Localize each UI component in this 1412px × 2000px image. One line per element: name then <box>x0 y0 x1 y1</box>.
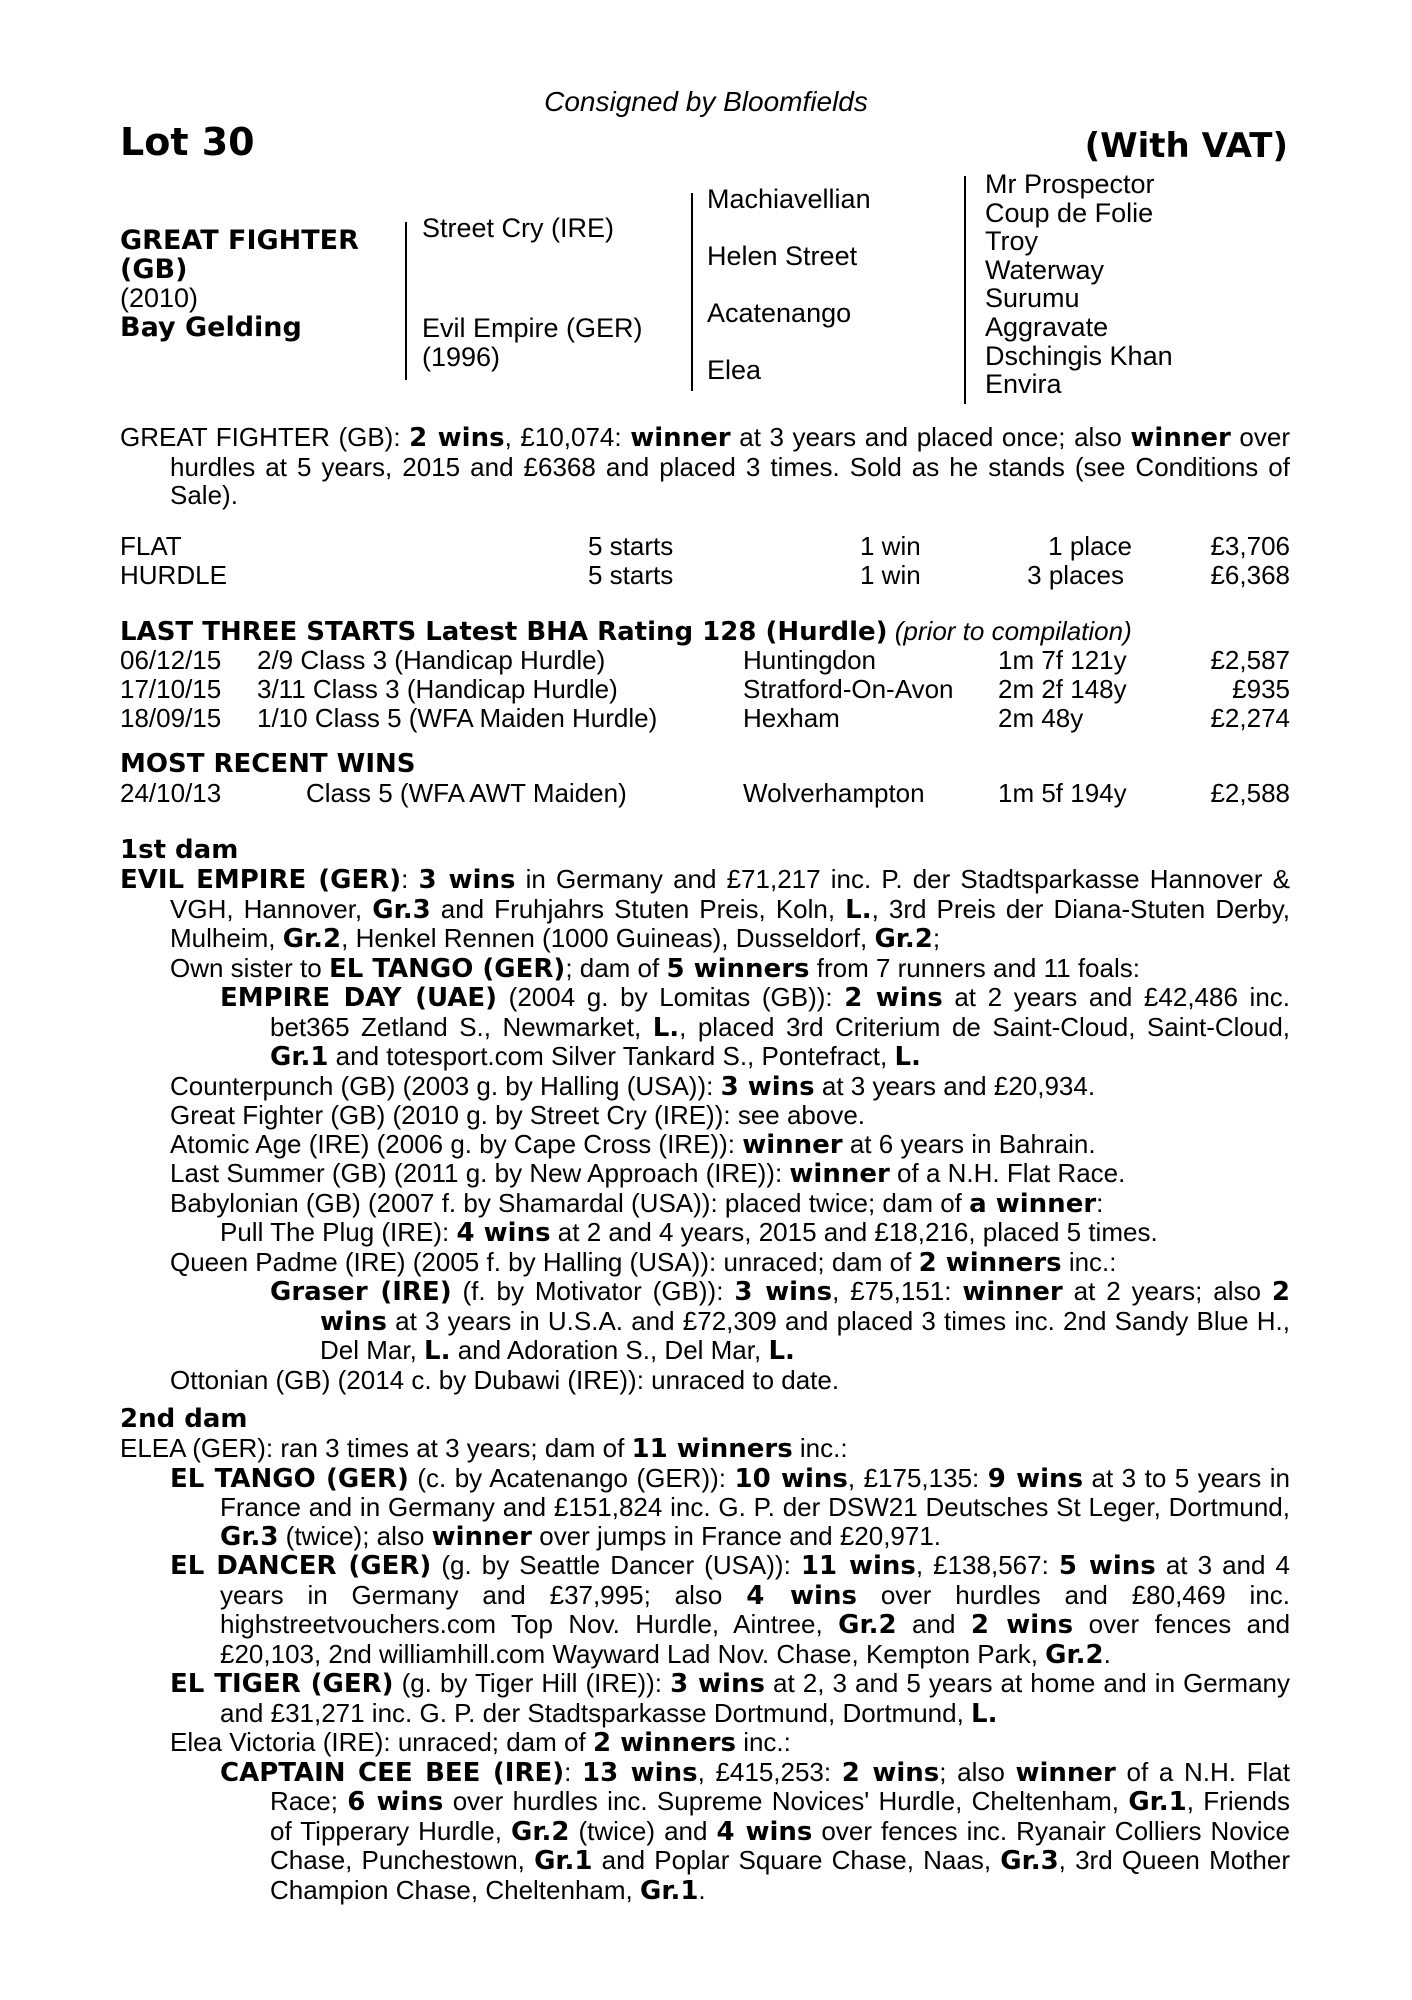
grand-offspring-entry: Graser (IRE) (f. by Motivator (GB)): 3 wins, £75,151: winner at 2 years; also 2 wins at 3 years in U.S.A. and £72,309 and placed 3 times inc. 2nd Sandy Blue H., Del Mar, L. and Adoration S., Del Mar, L. <box>270 1276 1290 1366</box>
grand-offspring-entry: CAPTAIN CEE BEE (IRE): 13 wins, £415,253: 2 wins; also winner of a N.H. Flat Race; 6 wins over hurdles inc. Supreme Novices' Hurdle, Cheltenham, Gr.1, Friends of Tipperary Hurdle, Gr.2 (twice) and 4 wins over fences inc. Ryanair Colliers Novice Chase, Punchestown, Gr.1 and Poplar Square Chase, Naas, Gr.3, 3rd Queen Mother Champion Chase, Cheltenham, Gr.1. <box>220 1756 1290 1906</box>
pedigree-dam-year: (1996) <box>422 342 501 372</box>
first-dam-section <box>120 865 1290 1394</box>
offspring-entry: Last Summer (GB) (2011 g. by New Approach (IRE)): winner of a N.H. Flat Race. <box>170 1158 1126 1189</box>
pedigree-sire: Street Cry (IRE) <box>422 213 615 243</box>
offspring-entry: EL DANCER (GER) (g. by Seattle Dancer (USA)): 11 wins, £138,567: 5 wins at 3 and 4 years in Germany and £37,995; also 4 wins over hurdles and £80,469 inc. highstreetvouchers.com Top Nov. Hurdle, Aintree, Gr.2 and 2 wins over fences and £20,103, 2nd williamhill.com Wayward Lad Nov. Chase, Kempton Park, Gr.2. <box>170 1550 1291 1670</box>
first-dam-heading: 1st dam <box>120 835 239 865</box>
lot-number: Lot 30 <box>120 120 255 164</box>
start-row: 17/10/15 3/11 Class 3 (Handicap Hurdle) Stratford-On-Avon 2m 2f 148y £935 <box>120 674 1290 704</box>
offspring-entry: Babylonian (GB) (2007 f. by Shamardal (USA)): placed twice; dam of a winner: <box>170 1187 1104 1219</box>
stats-row-hurdle: HURDLE 5 starts 1 win 3 places £6,368 <box>120 560 1290 590</box>
offspring-entry: Queen Padme (IRE) (2005 f. by Halling (USA)): unraced; dam of 2 winners inc.: <box>170 1246 1117 1278</box>
pedigree-gen2: Acatenango <box>707 298 852 328</box>
offspring-entry: EL TANGO (GER) (c. by Acatenango (GER)): 10 wins, £175,135: 9 wins at 3 to 5 years in France and in Germany and £151,824 inc. G. P. der DSW21 Deutsches St Leger, Dortmund, Gr.3 (twice); also winner over jumps in France and £20,971. <box>170 1462 1290 1552</box>
horse-sex: Bay Gelding <box>120 312 302 343</box>
second-dam-heading: 2nd dam <box>120 1404 248 1434</box>
dam-record: EVIL EMPIRE (GER): 3 wins in Germany and £71,217 inc. P. der Stadtsparkasse Hannover & VGH, Hannover, Gr.3 and Fruhjahrs Stuten Preis, Koln, L., 3rd Preis der Diana-Stuten Derby, Mulheim, Gr.2, Henkel Rennen (1000 Guineas), Dusseldorf, Gr.2; <box>120 864 1290 954</box>
dam-record: ELEA (GER): ran 3 times at 3 years; dam of 11 winners inc.: <box>120 1433 848 1464</box>
grand-offspring-entry: Pull The Plug (IRE): 4 wins at 2 and 4 years, 2015 and £18,216, placed 5 times. <box>220 1217 1158 1248</box>
second-dam-section <box>120 1434 1290 1905</box>
pedigree-line-3 <box>964 176 966 404</box>
pedigree-gen2: Elea <box>707 355 762 385</box>
pedigree-line-2 <box>691 193 693 391</box>
pedigree-gen3: Mr Prospector Coup de Folie Troy Waterway Surumu Aggravate Dschingis Khan Envira <box>985 169 1173 400</box>
horse-identity <box>120 226 359 342</box>
horse-country: (GB) <box>120 254 188 285</box>
offspring-entry: Counterpunch (GB) (2003 g. by Halling (USA)): 3 wins at 3 years and £20,934. <box>170 1070 1096 1102</box>
pedigree-gen2: Machiavellian <box>707 184 871 214</box>
recent-win-row: 24/10/13 Class 5 (WFA AWT Maiden) Wolverhampton 1m 5f 194y £2,588 <box>120 778 1290 808</box>
offspring-entry: Elea Victoria (IRE): unraced; dam of 2 winners inc.: <box>170 1727 791 1758</box>
horse-year: (2010) <box>120 283 199 313</box>
offspring-entry: Ottonian (GB) (2014 c. by Dubawi (IRE)): unraced to date. <box>170 1364 840 1395</box>
offspring-entry: EMPIRE DAY (UAE) (2004 g. by Lomitas (GB)): 2 wins at 2 years and £42,486 inc. bet365 Zetland S., Newmarket, L., placed 3rd Criterium de Saint-Cloud, Saint-Cloud, Gr.1 and totesport.com Silver Tankard S., Pontefract, L. <box>220 982 1291 1072</box>
recent-wins-heading: MOST RECENT WINS <box>120 749 416 779</box>
start-row: 18/09/15 1/10 Class 5 (WFA Maiden Hurdle) Hexham 2m 48y £2,274 <box>120 703 1290 733</box>
offspring-entry: EL TIGER (GER) (g. by Tiger Hill (IRE)): 3 wins at 2, 3 and 5 years at home and in Germany and £31,271 inc. G. P. der Stadtsparkasse Dortmund, Dortmund, L. <box>170 1668 1290 1729</box>
horse-name: GREAT FIGHTER <box>120 225 359 256</box>
last-three-heading: LAST THREE STARTS Latest BHA Rating 128 (Hurdle) (prior to compilation) <box>120 616 1132 647</box>
offspring-entry: Atomic Age (IRE) (2006 g. by Cape Cross (IRE)): winner at 6 years in Bahrain. <box>170 1128 1096 1160</box>
pedigree-dam: Evil Empire (GER) <box>422 313 643 343</box>
pedigree-line-1 <box>405 222 407 380</box>
race-summary: GREAT FIGHTER (GB): 2 wins, £10,074: winner at 3 years and placed once; also winner over hurdles at 5 years, 2015 and £6368 and placed 3 times. Sold as he stands (see Conditions of Sale). <box>120 422 1290 510</box>
start-row: 06/12/15 2/9 Class 3 (Handicap Hurdle) Huntingdon 1m 7f 121y £2,587 <box>120 645 1290 675</box>
dam-produce: Own sister to EL TANGO (GER); dam of 5 winners from 7 runners and 11 foals: <box>170 952 1140 984</box>
pedigree-gen2: Helen Street <box>707 241 858 271</box>
stats-row-flat: FLAT 5 starts 1 win 1 place £3,706 <box>120 531 1290 561</box>
consignor: Consigned by Bloomfields <box>544 86 868 117</box>
offspring-entry: Great Fighter (GB) (2010 g. by Street Cry (IRE)): see above. <box>170 1100 866 1130</box>
vat-label: (With VAT) <box>1084 126 1288 166</box>
